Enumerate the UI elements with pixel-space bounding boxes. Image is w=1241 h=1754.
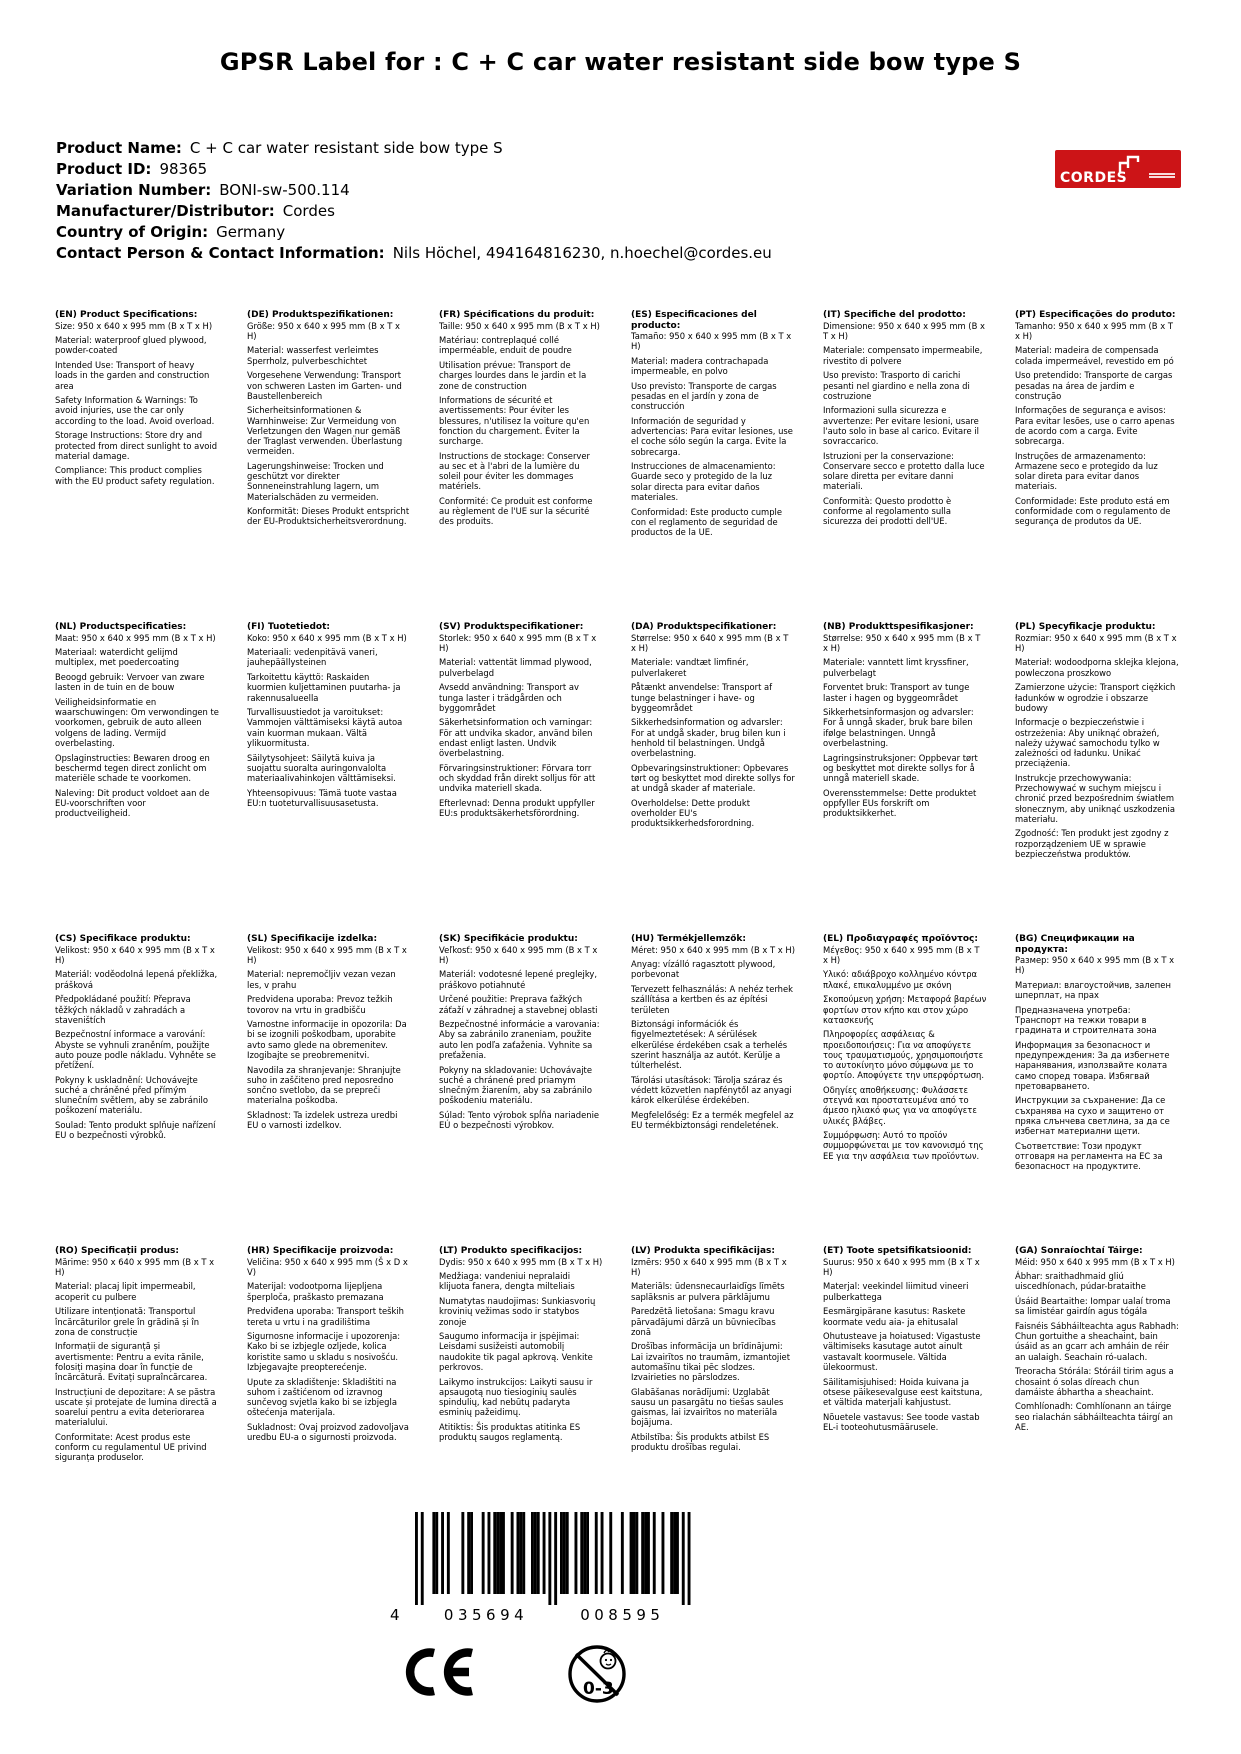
spec-block-fi [247,622,423,934]
product-info-line-3: Manufacturer/Distributor: Cordes [56,202,335,220]
spec-paragraph: Avsedd användning: Transport av tunga laster i trädgården och byggområdet [439,682,579,713]
spec-paragraph: Materiale: vandtæt limfinér, pulverlakeret [631,657,749,678]
spec-block-pl [1015,622,1191,934]
spec-paragraph: Informações de segurança e avisos: Para evitar lesões, use o carro apenas de acordo com a carga. Evite sobrecarga. [1015,405,1175,447]
spec-block-ga [1015,1246,1191,1558]
spec-paragraph: Atbilstība: Šis produkts atbilst ES produktu drošības regulai. [631,1432,770,1453]
spec-paragraph: Zgodność: Ten produkt jest zgodny z rozporządzeniem UE w sprawie bezpieczeństwa produktów. [1015,828,1169,859]
spec-paragraph: Sikkerhetsinformasjon og advarsler: For å unngå skader, bruk bare bilen ifølge belastningen. Unngå overbelastning. [823,707,974,748]
spec-paragraph: Saugumo informacija ir įspėjimai: Leisdami susižeisti automobilį naudokite tik pagal apkrovą. Venkite perkrovos. [439,1331,593,1372]
spec-block-title: (HR) Specifikacije proizvoda: [247,1246,394,1256]
spec-paragraph: Uso previsto: Trasporto di carichi pesanti nel giardino e nella zona di costruzione [823,370,970,401]
spec-paragraph: Materiál: vodotesné lepené preglejky, práškovo potiahnuté [439,969,598,990]
spec-paragraph: Veličina: 950 x 640 x 995 mm (Š x D x V) [247,1256,408,1277]
spec-block-es [631,310,807,622]
spec-paragraph: Mărime: 950 x 640 x 995 mm (B x T x H) [55,1256,215,1277]
spec-paragraph: Dydis: 950 x 640 x 995 mm (B x T x H) [439,1256,603,1267]
spec-paragraph: Предназначена употреба: Транспорт на тежки товари в градината и строителната зона [1015,1004,1157,1036]
spec-block-title: (SK) Špecifikácie produktu: [439,934,578,944]
ce-mark-icon [398,1646,476,1702]
spec-paragraph: Overensstemmelse: Dette produktet oppfyller EUs forskrift om produktsikkerhet. [823,787,977,819]
spec-paragraph: Material: madera contrachapada impermeable, en polvo [631,355,769,377]
spec-paragraph: Πληροφορίες ασφάλειας & προειδοποιήσεις: Για να αποφύγετε τους τραυματισμούς, χρησιμοποιήστε το αυτοκίνητο μόνο σύμφωνα με το φορτίο. Αποφύγετε την υπερφόρτωση. [823,1029,984,1081]
spec-paragraph: Materiāls: ūdensnecaurlaidīgs līmēts saplāksnis ar pulvera pārklājumu [631,1281,785,1302]
spec-paragraph: Storlek: 950 x 640 x 995 mm (B x T x H) [439,632,597,653]
spec-paragraph: Materiaal: waterdicht gelijmd multiplex, met poedercoating [55,647,180,668]
spec-block-title: (FI) Tuotetiedot: [247,622,331,632]
spec-block-ro [55,1246,231,1558]
spec-paragraph: Medžiaga: vandeniui nepralaidi klijuota fanera, dengta milteliais [439,1271,575,1292]
spec-paragraph: Съответствие: Този продукт отговаря на регламента на ЕС за безопасност на продуктите. [1015,1140,1163,1172]
spec-paragraph: Pokyny k uskladnění: Uchovávejte suché a chráněné před přímým slunečním světlem, aby se zabránilo poškození materiálu. [55,1074,208,1116]
spec-paragraph: Paredzētā lietošana: Smagu kravu pārvadājumi dārzā un būvniecības zonā [631,1306,776,1337]
spec-paragraph: Størrelse: 950 x 640 x 995 mm (B x T x H) [631,632,789,653]
spec-block-et [823,1246,999,1558]
spec-paragraph: Méret: 950 x 640 x 995 mm (B x T x H) [631,944,795,955]
spec-paragraph: Upute za skladištenje: Skladištiti na suhom i zaštićenom od izravnog sunčevog svjetla kako bi se izbjegla oštećenja materijala. [247,1376,397,1418]
spec-paragraph: Υλικό: αδιάβροχο κολλημένο κόντρα πλακέ, επικαλυμμένο με σκόνη [823,969,978,990]
spec-paragraph: Utilizare intenționată: Transportul încărcăturilor grele în grădină și în zona de construcție [55,1306,200,1337]
spec-paragraph: Material: madeira de compensada colada impermeável, revestido em pó [1015,345,1174,366]
spec-paragraph: Lagringsinstruksjoner: Oppbevar tørt og beskyttet mot direkte sollys for å unngå materiell skade. [823,752,978,783]
spec-paragraph: Conformidade: Este produto está em conformidade com o regulamento de segurança de produtos da UE. [1015,496,1171,527]
spec-block-title: (CS) Specifikace produktu: [55,934,191,944]
svg-text:4: 4 [389,1606,405,1624]
product-info-line-4: Country of Origin: Germany [56,223,286,241]
spec-paragraph: Informații de siguranță și avertismente: Pentru a evita rănile, folosiți mașina doar în funcție de încărcătură. Evitați supraîncărcarea. [55,1341,208,1383]
spec-paragraph: Размер: 950 x 640 x 995 mm (B x T x H) [1015,955,1175,976]
spec-block-title: (NL) Productspecificaties: [55,622,187,632]
spec-paragraph: Efterlevnad: Denna produkt uppfyller EU:s produktsäkerhetsförordning. [439,797,595,819]
spec-paragraph: Opbevaringsinstruktioner: Opbevares tørt og beskyttet mod direkte sollys for at undgå skader af materiale. [631,762,795,794]
product-info-line-5: Contact Person & Contact Information: Nils Höchel, 494164816230, n.hoechel@cordes.eu [56,244,772,262]
spec-paragraph: Οδηγίες αποθήκευσης: Φυλάσσετε στεγνά και προστατευμένα από το άμεσο ηλιακό φως για να αποφύγετε υλικές βλάβες. [823,1084,977,1126]
spec-paragraph: Sigurnosne informacije i upozorenja: Kako bi se izbjegle ozljede, kolica koristite samo u skladu s nosivošću. Izbjegavajte preopterećenje. [247,1331,401,1372]
spec-paragraph: Velikost: 950 x 640 x 995 mm (B x T x H) [55,944,215,965]
spec-block-title: (DA) Produktspecifikationer: [631,622,777,632]
spec-block-title: (FR) Spécifications du produit: [439,310,595,320]
spec-paragraph: Predvidena uporaba: Prevoz težkih tovorov na vrtu in gradbišču [247,994,393,1015]
cordes-logo-text: CORDES [1060,170,1128,186]
spec-paragraph: Informations de sécurité et avertissements: Pour éviter les blessures, n'utilisez la voiture qu'en fonction du chargement. Éviter la surcharge. [439,395,590,447]
spec-paragraph: Taille: 950 x 640 x 995 mm (B x T x H) [439,320,600,331]
spec-paragraph: Lagerungshinweise: Trocken und geschützt vor direkter Sonneneinstrahlung lagern, um Materialschäden zu vermeiden. [247,460,384,502]
spec-paragraph: Koko: 950 x 640 x 995 mm (B x T x H) [247,632,407,643]
spec-paragraph: Materiale: compensato impermeabile, rivestito di polvere [823,345,983,366]
spec-paragraph: Uso previsto: Transporte de cargas pesadas en el jardín y zona de construcción [631,380,777,412]
spec-paragraph: Určené použitie: Preprava ťažkých záťaží v záhradnej a stavebnej oblasti [439,994,598,1015]
spec-paragraph: Předpokládané použití: Přeprava těžkých nákladů v zahradách a staveništích [55,994,191,1025]
spec-paragraph: Conformidad: Este producto cumple con el reglamento de seguridad de productos de la UE. [631,506,782,537]
spec-paragraph: Instrukcje przechowywania: Przechowywać w suchym miejscu i chronić przed bezpośrednim światłem słonecznym, aby uniknąć uszkodzenia materiału. [1015,772,1176,824]
spec-paragraph: Veiligheidsinformatie en waarschuwingen: Om verwondingen te voorkomen, gebruik de auto alleen volgens de lading. Vermijd overbelasting. [55,697,219,748]
spec-paragraph: Sicherheitsinformationen & Warnhinweise: Zur Vermeidung von Verletzungen den Wagen nur gemäß der Traglast verwenden. Überlastung vermeiden. [247,405,403,457]
spec-paragraph: Größe: 950 x 640 x 995 mm (B x T x H) [247,320,400,341]
spec-paragraph: Информация за безопасност и предупреждения: За да избегнете наранявания, използвайте колата само според товара. Избягвай претоварването. [1015,1039,1170,1091]
spec-paragraph: Μέγεθος: 950 x 640 x 995 mm (B x T x H) [823,944,980,965]
spec-paragraph: Intended Use: Transport of heavy loads in the garden and construction area [55,360,210,391]
spec-block-title: (LT) Produkto specifikacijos: [439,1246,583,1256]
spec-paragraph: Veľkosť: 950 x 640 x 995 mm (B x T x H) [439,944,598,965]
spec-paragraph: Størrelse: 950 x 640 x 995 mm (B x T x H) [823,632,981,653]
spec-paragraph: Tamaño: 950 x 640 x 995 mm (B x T x H) [631,331,792,352]
spec-paragraph: Glabāšanas norādījumi: Uzglabāt sausu un pasargātu no tiešas saules gaismas, lai izvairītos no materiāla bojājuma. [631,1386,784,1428]
spec-paragraph: Overholdelse: Dette produkt overholder EU's produktsikkerhedsforordning. [631,797,755,829]
spec-block-title: (ES) Especificaciones del producto: [631,310,757,331]
spec-paragraph: Conformitate: Acest produs este conform cu regulamentul UE privind siguranța produselor. [55,1432,207,1463]
product-info-line-1: Product ID: 98365 [56,160,208,178]
spec-paragraph: Skladnost: Ta izdelek ustreza uredbi EU o varnosti izdelkov. [247,1109,398,1131]
spec-paragraph: Konformität: Dieses Produkt entspricht der EU-Produktsicherheitsverordnung. [247,506,410,527]
spec-paragraph: Pokyny na skladovanie: Uchovávajte suché a chránené pred priamym slnečným žiarením, aby sa zabránilo poškodeniu materiálu. [439,1064,592,1106]
spec-paragraph: Σκοπούμενη χρήση: Μεταφορά βαρέων φορτίων στον κήπο και στον χώρο κατασκευής [823,994,987,1025]
spec-grid [55,310,1191,1558]
spec-block-fr [439,310,615,622]
spec-paragraph: Dimensione: 950 x 640 x 995 mm (B x T x H) [823,320,985,341]
spec-paragraph: Información de seguridad y advertencias: Para evitar lesiones, use el coche sólo según la carga. Evite la sobrecarga. [631,415,793,457]
spec-paragraph: Faisnéis Sábháilteachta agus Rabhadh: Chun gortuithe a sheachaint, bain úsáid as an gcarr ach amháin de réir an ualaigh. Seachain ró-ualach. [1015,1321,1179,1362]
spec-block-title: (DE) Produktspezifikationen: [247,310,394,320]
spec-block-nb [823,622,999,934]
spec-block-cs [55,934,231,1246]
svg-text:008595: 008595 [580,1606,665,1624]
spec-block-nl [55,622,231,934]
spec-block-title: (IT) Specifiche del prodotto: [823,310,966,320]
svg-text:0-3: 0-3 [583,1679,614,1699]
spec-paragraph: Varnostne informacije in opozorila: Da bi se izognili poškodbam, uporabite avto samo glede na obremenitev. Izogibajte se preobremenitvi. [247,1019,407,1060]
spec-paragraph: Conformità: Questo prodotto è conforme al regolamento sulla sicurezza dei prodotti dell'UE. [823,496,952,527]
spec-paragraph: Rozmiar: 950 x 640 x 995 mm (B x T x H) [1015,632,1177,653]
spec-paragraph: Instructions de stockage: Conserver au sec et à l'abri de la lumière du soleil pour éviter les dommages matériels. [439,450,590,492]
spec-block-en [55,310,231,622]
spec-block-title: (ET) Toote spetsifikatsioonid: [823,1246,972,1256]
spec-block-title: (SV) Produktspecifikationer: [439,622,584,632]
spec-paragraph: Izmērs: 950 x 640 x 995 mm (B x T x H) [631,1256,787,1277]
svg-text:035694: 035694 [443,1606,529,1624]
spec-block-title: (BG) Спецификации на продукта: [1015,934,1135,955]
spec-paragraph: Comhlíonadh: Comhlíonann an táirge seo rialachán sábháilteachta táirgí an AE. [1015,1401,1173,1432]
conformity-marks [398,1638,658,1718]
spec-paragraph: Informacje o bezpieczeństwie i ostrzeżenia: Aby uniknąć obrażeń, należy używać samochodu tylko w zależności od ładunku. Unikać przeciążenia. [1015,717,1160,769]
spec-paragraph: Ohutusteave ja hoiatused: Vigastuste vältimiseks kasutage autot ainult vastavalt koormusele. Vältida ülekoormust. [823,1331,981,1372]
spec-paragraph: Материал: влагоустойчив, залепен шперплат, на прах [1015,979,1171,1001]
spec-block-title: (HU) Termékjellemzők: [631,934,747,944]
cordes-logo [1055,150,1181,188]
spec-paragraph: Инструкции за съхранение: Да се съхранява на сухо и защитено от пряка слънчева светлина, за да се избегнат материални щети. [1015,1095,1170,1137]
spec-paragraph: Säilytysohjeet: Säilytä kuiva ja suojattu suoralta auringonvalolta materiaalivahinkojen välttämiseksi. [247,752,396,783]
spec-paragraph: Συμμόρφωση: Αυτό το προϊόν συμμορφώνεται με τον κανονισμό της ΕΕ για την ασφάλεια των προϊόντων. [823,1130,984,1161]
spec-paragraph: Tamanho: 950 x 640 x 995 mm (B x T x H) [1015,320,1173,341]
spec-block-bg [1015,934,1191,1246]
spec-paragraph: Méid: 950 x 640 x 995 mm (B x T x H) [1015,1256,1175,1267]
spec-paragraph: Safety Information & Warnings: To avoid injuries, use the car only according to the load. Avoid overload. [55,395,215,426]
spec-paragraph: Bezpečnostné informácie a varovania: Aby sa zabránilo zraneniam, použite auto len podľa zaťaženia. Vyhnite sa preťaženia. [439,1019,600,1060]
spec-paragraph: Material: wasserfest verleimtes Sperrholz, pulverbeschichtet [247,345,379,366]
spec-paragraph: Materiaali: vedenpitävä vaneri, jauhepäällysteinen [247,647,378,668]
spec-paragraph: Matériau: contreplaqué collé imperméable, enduit de poudre [439,335,572,356]
spec-paragraph: Compliance: This product complies with the EU product safety regulation. [55,465,215,486]
product-info [56,138,772,264]
spec-block-sk [439,934,615,1246]
spec-paragraph: Tarkoitettu käyttö: Raskaiden kuormien kuljettaminen puutarha- ja rakennusalueella [247,672,401,703]
spec-block-title: (RO) Specificații produs: [55,1246,179,1256]
spec-paragraph: Eesmärgipärane kasutus: Raskete koormate vedu aia- ja ehitusalal [823,1306,966,1327]
spec-block-hu [631,934,807,1246]
spec-paragraph: Bezpečnostní informace a varování: Abyste se vyhnuli zraněním, použijte auto pouze podle nákladu. Vyhněte se přetížení. [55,1029,216,1071]
spec-paragraph: Forventet bruk: Transport av tunge laster i hagen og byggeområdet [823,682,970,703]
ean13-barcode [385,1512,715,1630]
spec-paragraph: Sikkerhedsinformation og advarsler: For at undgå skader, brug bilen kun i henhold til belastningen. Undgå overbelastning. [631,717,786,759]
spec-paragraph: Tervezett felhasználás: A nehéz terhek szállítása a kertben és az építési területen [631,984,793,1015]
spec-paragraph: Velikost: 950 x 640 x 995 mm (B x T x H) [247,944,407,965]
spec-block-title: (GA) Sonraíochtaí Táirge: [1015,1246,1143,1256]
cordes-logo-chair-icon [1117,154,1143,178]
spec-block-title: (SL) Specifikacije izdelka: [247,934,378,944]
spec-block-title: (NB) Produkttspesifikasjoner: [823,622,974,632]
spec-paragraph: Informazioni sulla sicurezza e avvertenze: Per evitare lesioni, usare l'auto solo in base al carico. Evitare il sovraccarico. [823,405,979,447]
spec-paragraph: Material: waterproof glued plywood, powder-coated [55,335,207,356]
spec-paragraph: Instruções de armazenamento: Armazene seco e protegido da luz solar direta para evitar danos materiais. [1015,450,1158,492]
spec-paragraph: Material: nepremočljiv vezan vezan les, v prahu [247,969,396,990]
spec-paragraph: Naleving: Dit product voldoet aan de EU-voorschriften voor productveiligheid. [55,787,210,819]
spec-paragraph: Vorgesehene Verwendung: Transport von schweren Lasten im Garten- und Baustellenbereich [247,370,402,401]
spec-paragraph: Laikymo instrukcijos: Laikyti sausu ir apsaugotą nuo tiesioginių saulės spindulių, kad nebūtų padaryta esminių pažeidimų. [439,1376,593,1418]
spec-paragraph: Förvaringsinstruktioner: Förvara torr och skyddad från direkt solljus för att undvika materiell skada. [439,762,596,794]
spec-paragraph: Uso pretendido: Transporte de cargas pesadas na área de jardim e construção [1015,370,1173,401]
spec-paragraph: Predviđena uporaba: Transport teških tereta u vrtu i na gradilištima [247,1306,404,1327]
cordes-logo-tagline [1149,172,1175,180]
spec-paragraph: Navodila za shranjevanje: Shranjujte suho in zaščiteno pred neposredno sončno svetlobo, da se prepreči materialna poškodba. [247,1064,401,1106]
spec-paragraph: Conformité: Ce produit est conforme au règlement de l'UE sur la sécurité des produits. [439,496,593,527]
spec-paragraph: Utilisation prévue: Transport de charges lourdes dans le jardin et la zone de construction [439,360,587,391]
spec-block-sl [247,934,423,1246]
spec-paragraph: Yhteensopivuus: Tämä tuote vastaa EU:n tuoteturvallisuusasetusta. [247,787,397,808]
spec-paragraph: Instrucțiuni de depozitare: A se păstra uscate și protejate de lumina directă a soarelui pentru a evita deteriorarea materialului. [55,1386,217,1428]
spec-block-de [247,310,423,622]
spec-paragraph: Ábhar: sraithadhmaid gliú uiscedhíonach, púdar-brataithe [1015,1271,1146,1292]
spec-block-title: (LV) Produkta specifikācijas: [631,1246,775,1256]
spec-paragraph: Säkerhetsinformation och varningar: För att undvika skador, använd bilen endast enligt lasten. Undvik överbelastning. [439,717,593,759]
spec-block-title: (PT) Especificações do produto: [1015,310,1176,320]
spec-paragraph: Sukladnost: Ovaj proizvod zadovoljava uredbu EU-a o sigurnosti proizvoda. [247,1421,409,1443]
spec-paragraph: Soulad: Tento produkt splňuje nařízení EU o bezpečnosti výrobků. [55,1120,216,1141]
spec-paragraph: Drošības informācija un brīdinājumi: Lai izvairītos no traumām, izmantojiet automašīnu tikai pēc slodzes. Izvairieties no pārslodzes. [631,1341,790,1383]
spec-block-it [823,310,999,622]
spec-paragraph: Megfelelőség: Ez a termék megfelel az EU termékbiztonsági rendeletének. [631,1109,794,1131]
spec-paragraph: Materiał: wodoodporna sklejka klejona, powleczona proszkowo [1015,657,1179,678]
spec-paragraph: Numatytas naudojimas: Sunkiasvorių krovinių vežimas sodo ir statybos zonoje [439,1296,596,1327]
spec-paragraph: Säilitamisjuhised: Hoida kuivana ja otsese päikesevalguse eest kaitstuna, et vältida materjali kahjustust. [823,1376,983,1407]
spec-paragraph: Storage Instructions: Store dry and protected from direct sunlight to avoid material damage. [55,430,218,461]
spec-block-title: (EN) Product Specifications: [55,310,198,320]
spec-paragraph: Tárolási utasítások: Tárolja száraz és védett közvetlen napfénytől az anyagi károk elkerülése érdekében. [631,1074,792,1106]
spec-block-pt [1015,310,1191,622]
spec-paragraph: Materiál: voděodolná lepená překližka, prášková [55,969,218,990]
spec-paragraph: Biztonsági információk és figyelmeztetések: A sérülések elkerülése érdekében csak a terhelés szerint használja az autót. Kerülje a túlterhelést. [631,1019,788,1071]
spec-paragraph: Materiale: vanntett limt kryssfiner, pulverbelagt [823,657,969,678]
page-title: GPSR Label for : C + C car water resistant side bow type S [219,48,1022,76]
spec-block-sv [439,622,615,934]
spec-paragraph: Size: 950 x 640 x 995 mm (B x T x H) [55,320,213,331]
spec-paragraph: Anyag: vízálló ragasztott plywood, porbevonat [631,959,776,980]
spec-paragraph: Instrucciones de almacenamiento: Guarde seco y protegido de la luz solar directa para evitar daños materiales. [631,461,776,502]
spec-paragraph: Turvallisuustiedot ja varoitukset: Vammojen välttämiseksi käytä autoa vain kuorman mukaan. Vältä ylikuormitusta. [247,707,403,748]
spec-block-title: (EL) Προδιαγραφές προϊόντος: [823,934,978,944]
spec-paragraph: Suurus: 950 x 640 x 995 mm (B x T x H) [823,1256,980,1277]
spec-paragraph: Nõuetele vastavus: See toode vastab EL-i tooteohutusmäärusele. [823,1411,980,1432]
product-info-line-0: Product Name: C + C car water resistant side bow type S [56,139,503,157]
spec-paragraph: Atitiktis: Šis produktas atitinka ES produktų saugos reglamentą. [439,1421,581,1443]
spec-paragraph: Materjal: veekindel liimitud vineeri pulberkattega [823,1281,969,1302]
spec-paragraph: Treoracha Stórála: Stóráil tirim agus a chosaint ó solas díreach chun damáiste ábhartha a sheachaint. [1015,1366,1174,1397]
spec-block-el [823,934,999,1246]
spec-paragraph: Material: vattentät limmad plywood, pulverbelagd [439,657,592,678]
spec-paragraph: Maat: 950 x 640 x 995 mm (B x T x H) [55,632,216,643]
spec-block-da [631,622,807,934]
spec-block-title: (PL) Specyfikacje produktu: [1015,622,1156,632]
spec-paragraph: Úsáid Beartaithe: Iompar ualaí troma sa limistéar gairdín agus tógála [1015,1296,1171,1317]
spec-paragraph: Istruzioni per la conservazione: Conservare secco e protetto dalla luce solare diretta per evitare danni materiali. [823,450,985,492]
spec-paragraph: Påtænkt anvendelse: Transport af tunge belastninger i have- og byggeområdet [631,682,773,713]
product-info-line-2: Variation Number: BONI-sw-500.114 [56,181,350,199]
spec-paragraph: Súlad: Tento výrobok spĺňa nariadenie EÚ o bezpečnosti výrobkov. [439,1109,600,1131]
spec-paragraph: Opslaginstructies: Bewaren droog en beschermd tegen direct zonlicht om materiële schade te voorkomen. [55,752,210,783]
spec-paragraph: Materijal: vodootporna lijepljena šperploča, praškasto premazana [247,1281,384,1302]
spec-paragraph: Zamierzone użycie: Transport ciężkich ładunków w ogrodzie i obszarze budowy [1015,682,1176,713]
age-warning-0-3-icon [566,1638,632,1722]
spec-paragraph: Beoogd gebruik: Vervoer van zware lasten in de tuin en de bouw [55,672,205,693]
spec-paragraph: Material: placaj lipit impermeabil, acoperit cu pulbere [55,1281,196,1302]
